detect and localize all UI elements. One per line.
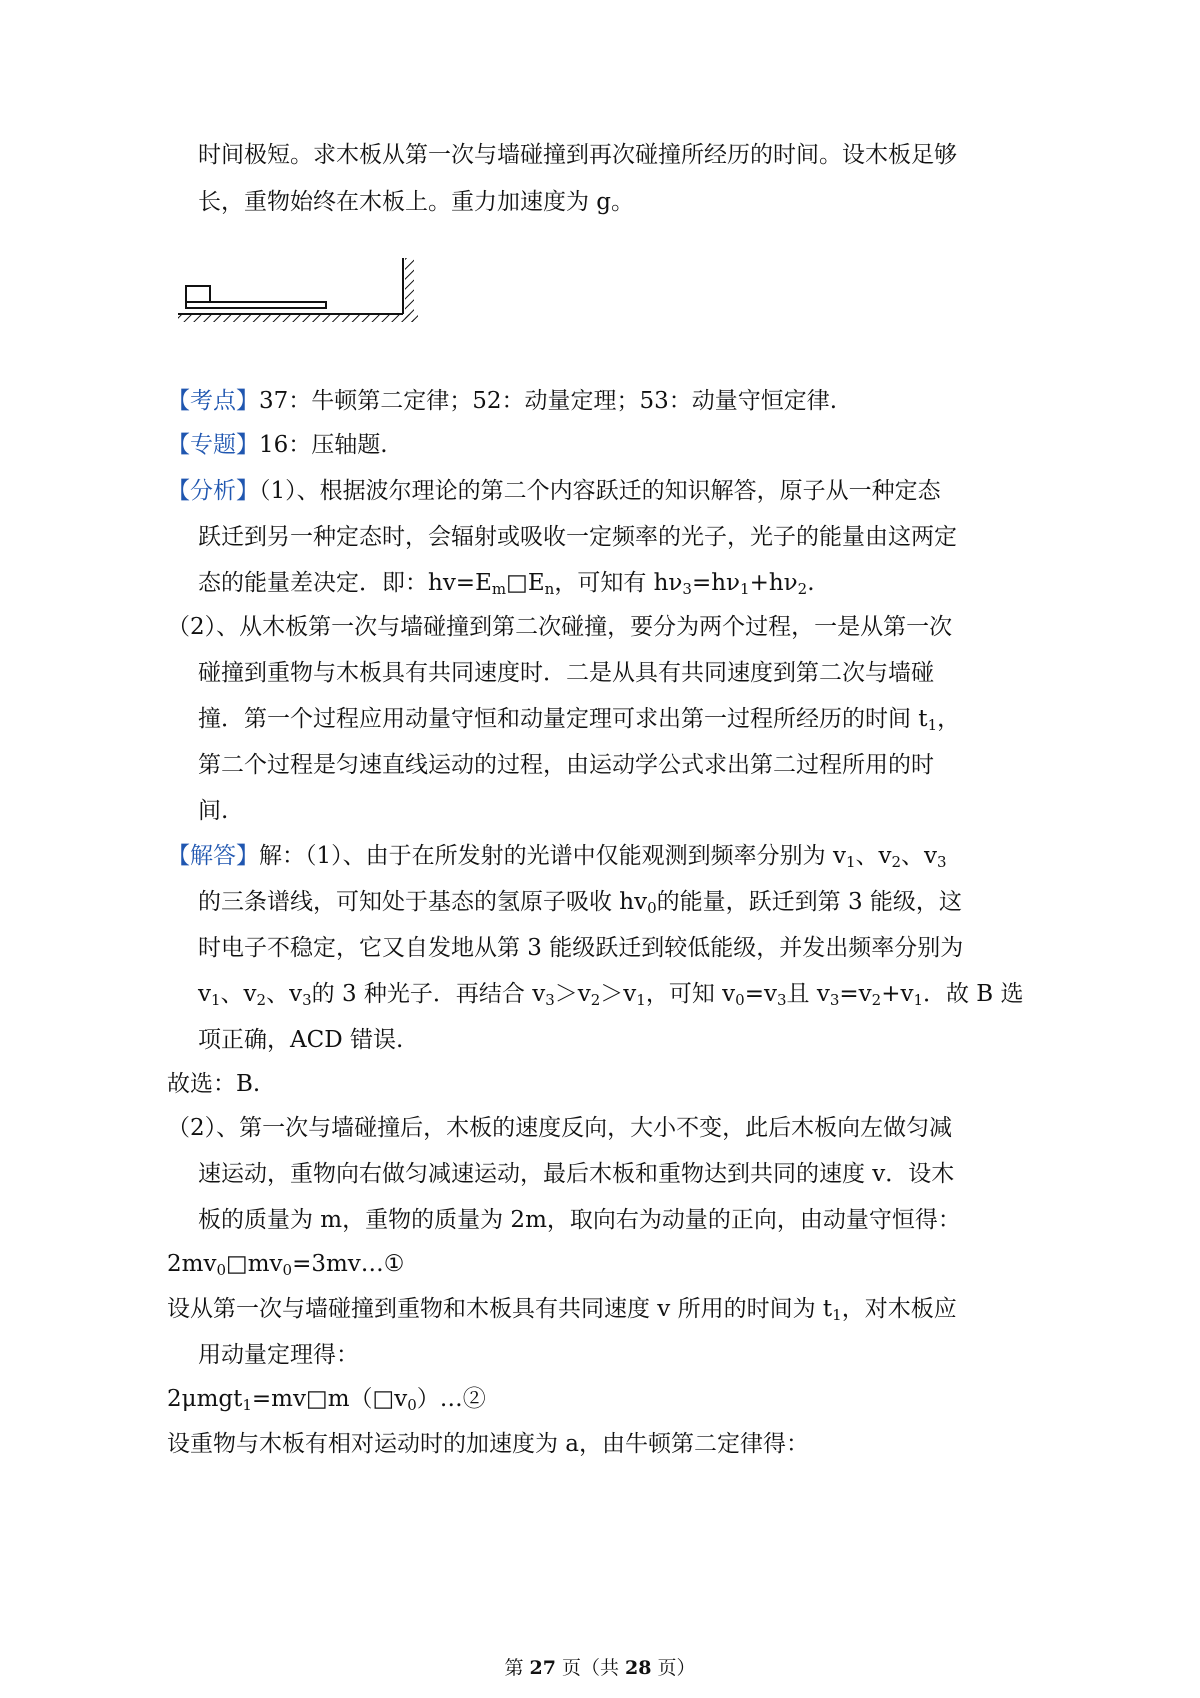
block-on-board-against-wall-diagram — [178, 258, 428, 334]
jieda-part2-line-1: （2）、第一次与墙碰撞后，木板的速度反向，大小不变，此后木板向左做匀减 — [167, 1115, 953, 1141]
jieda-line-5: 项正确，ACD 错误. — [198, 1027, 404, 1053]
guxuan-line: 故选：B. — [167, 1071, 261, 1097]
jieda-part2-line-3: 板的质量为 m，重物的质量为 2m，取向右为动量的正向，由动量守恒得： — [198, 1207, 961, 1233]
jieda-part2-line-6: 设重物与木板有相对运动时的加速度为 a，由牛顿第二定律得： — [167, 1431, 810, 1457]
fenxi-part2-line-1: （2）、从木板第一次与墙碰撞到第二次碰撞，要分为两个过程，一是从第一次 — [167, 614, 953, 640]
fenxi-part2-line-4: 第二个过程是匀速直线运动的过程，由运动学公式求出第二过程所用的时 — [198, 752, 934, 778]
fenxi-line-1: 【分析】（1）、根据波尔理论的第二个内容跃迁的知识解答，原子从一种定态 — [167, 478, 941, 504]
zhuanti-tag: 【专题】 — [167, 432, 259, 458]
fenxi-line-3: 态的能量差决定．即：$hv=E_m□E_n$，可知有 $h\nu_3=h\nu_1+h\nu_2$. — [198, 570, 815, 598]
fenxi-part2-line-3: 撞．第一个过程应用动量守恒和动量定理可求出第一过程所经历的时间 $t_1$， — [198, 706, 961, 734]
zhuanti-line: 【专题】16：压轴题. — [167, 432, 388, 458]
jieda-tag: 【解答】 — [167, 843, 259, 869]
jieda-part2-line-5: 用动量定理得： — [198, 1342, 359, 1368]
page-footer: 第 27 页（共 28 页） — [504, 1657, 696, 1679]
jieda-line-3: 时电子不稳定，它又自发地从第 3 能级跃迁到较低能级，并发出频率分别为 — [198, 935, 964, 961]
equation-2: $2\mu mgt_1=mv□m(□v_0)\dots ②$ — [167, 1386, 486, 1414]
fenxi-part2-line-2: 碰撞到重物与木板具有共同速度时．二是从具有共同速度到第二次与墙碰 — [198, 660, 934, 686]
jieda-part2-line-4: 设从第一次与墙碰撞到重物和木板具有共同速度 v 所用的时间为 $t_1$，对木板应 — [167, 1296, 957, 1324]
jieda-line-4: $v_1$、$v_2$、$v_3$的 3 种光子．再结合 $v_3>v_2>v_1$，可知 $v_0=v_3$且 $v_3=v_2+v_1$．故 B 选 — [198, 981, 1024, 1009]
jieda-line-2: 的三条谱线，可知处于基态的氢原子吸收 $hv_0$的能量，跃迁到第 3 能级，这 — [198, 889, 962, 917]
fenxi-tag: 【分析】 — [167, 478, 259, 504]
jieda-part2-line-2: 速运动，重物向右做匀减速运动，最后木板和重物达到共同的速度 v．设木 — [198, 1161, 955, 1187]
fenxi-line-2: 跃迁到另一种定态时，会辐射或吸收一定频率的光子，光子的能量由这两定 — [198, 524, 957, 550]
equation-1: $2mv_0□mv_0=3mv\dots ①$ — [167, 1251, 405, 1279]
problem-line-1: 时间极短。求木板从第一次与墙碰撞到再次碰撞所经历的时间。设木板足够 — [198, 142, 957, 168]
page-total: 28 — [625, 1657, 652, 1679]
kaodian-line: 【考点】37：牛顿第二定律；52：动量定理；53：动量守恒定律. — [167, 388, 838, 414]
problem-line-2: 长，重物始终在木板上。重力加速度为 g。 — [198, 189, 635, 215]
kaodian-tag: 【考点】 — [167, 388, 259, 414]
page-number: 27 — [529, 1657, 556, 1679]
fenxi-part2-line-5: 间. — [198, 798, 229, 824]
jieda-line-1: 【解答】解：（1）、由于在所发射的光谱中仅能观测到频率分别为 $v_1$、$v_2$、$v_3$ — [167, 843, 947, 871]
